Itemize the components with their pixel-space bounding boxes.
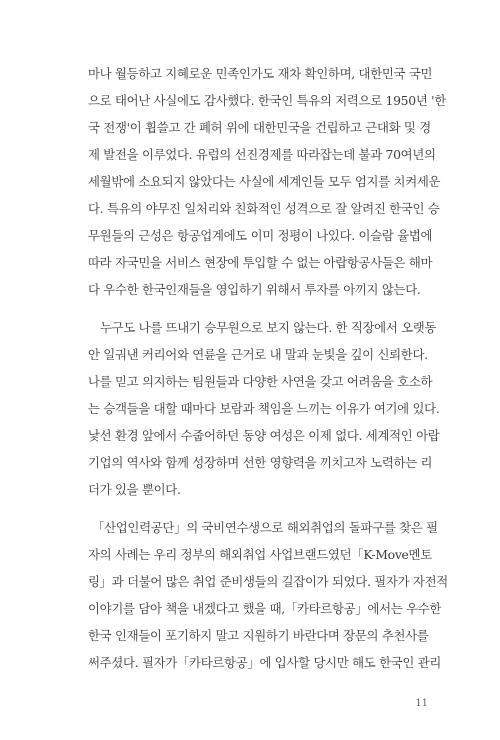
paragraph-1 [88, 60, 446, 303]
paragraph-line: 제 발전을 이루었다. 유럽의 선진경제를 따라잡는데 불과 70여년의 [88, 147, 436, 162]
paragraph-line: 따라 자국민을 서비스 현장에 투입할 수 없는 아랍항공사들은 해마 [88, 255, 433, 270]
paragraph-line: 무원들의 근성은 항공업계에도 이미 정평이 나있다. 이슬람 율법에 [88, 228, 433, 243]
paragraph-line: 마나 월등하고 지혜로운 민족인가도 재차 확인하며, 대한민국 국민 [88, 66, 433, 81]
paragraph-line: 다. 특유의 야무진 일처리와 친화적인 성격으로 잘 알려진 한국인 승 [88, 201, 440, 216]
paragraph-line: 는 승객들을 대할 때마다 보람과 책임을 느끼는 이유가 여기에 있다. [88, 401, 440, 416]
paragraph-line: 자의 사례는 우리 정부의 해외취업 사업브랜드였던「K-Move멘토 [88, 547, 432, 562]
paragraph-line: 으로 태어난 사실에도 감사했다. 한국인 특유의 저력으로 1950년 '한 [88, 93, 446, 108]
paragraph-line: 링」과 더불어 많은 취업 준비생들의 길잡이가 되었다. 필자가 자전적 [88, 574, 448, 589]
paragraph-line: 한국 인재들이 포기하지 말고 지원하기 바란다며 장문의 추천사를 [88, 628, 429, 643]
paragraph-line: 다 우수한 한국인재들을 영입하기 위해서 투자를 아끼지 않는다. [88, 282, 421, 297]
paragraph-line: 이야기를 담아 책을 내겠다고 했을 때,「카타르항공」에서는 우수한 [88, 601, 442, 616]
paragraph-line: 기업의 역사와 함께 성장하며 선한 영향력을 끼치고자 노력하는 리 [88, 455, 433, 470]
paragraph-2 [88, 314, 440, 503]
paragraph-line: 누구도 나를 뜨내기 승무원으로 보지 않는다. 한 직장에서 오랫동 [100, 320, 437, 335]
paragraph-line: 낯선 환경 앞에서 수줍어하던 동양 여성은 이제 없다. 세계적인 아랍 [88, 428, 440, 443]
paragraph-line: 안 일궈낸 커리어와 연륜을 근거로 내 말과 눈빛을 깊이 신뢰한다. [88, 347, 428, 362]
paragraph-line: 더가 있을 뿐이다. [88, 482, 181, 497]
paragraph-line: 나를 믿고 의지하는 팀원들과 다양한 사연을 갖고 어려움을 호소하 [88, 374, 433, 389]
paragraph-line: 세월밖에 소요되지 않았다는 사실에 세계인들 모두 엄지를 치켜세운 [88, 174, 441, 189]
paragraph-line: 써주셨다. 필자가「카타르항공」에 입사할 당시만 해도 한국인 관리 [88, 655, 442, 670]
page-number: 11 [415, 698, 428, 709]
paragraph-3 [88, 514, 448, 676]
paragraph-line: 국 전쟁'이 휩쓸고 간 폐허 위에 대한민국을 건립하고 근대화 및 경 [88, 120, 431, 135]
paragraph-line: 「산업인력공단」의 국비연수생으로 해외취업의 돌파구를 찾은 필 [92, 520, 438, 535]
